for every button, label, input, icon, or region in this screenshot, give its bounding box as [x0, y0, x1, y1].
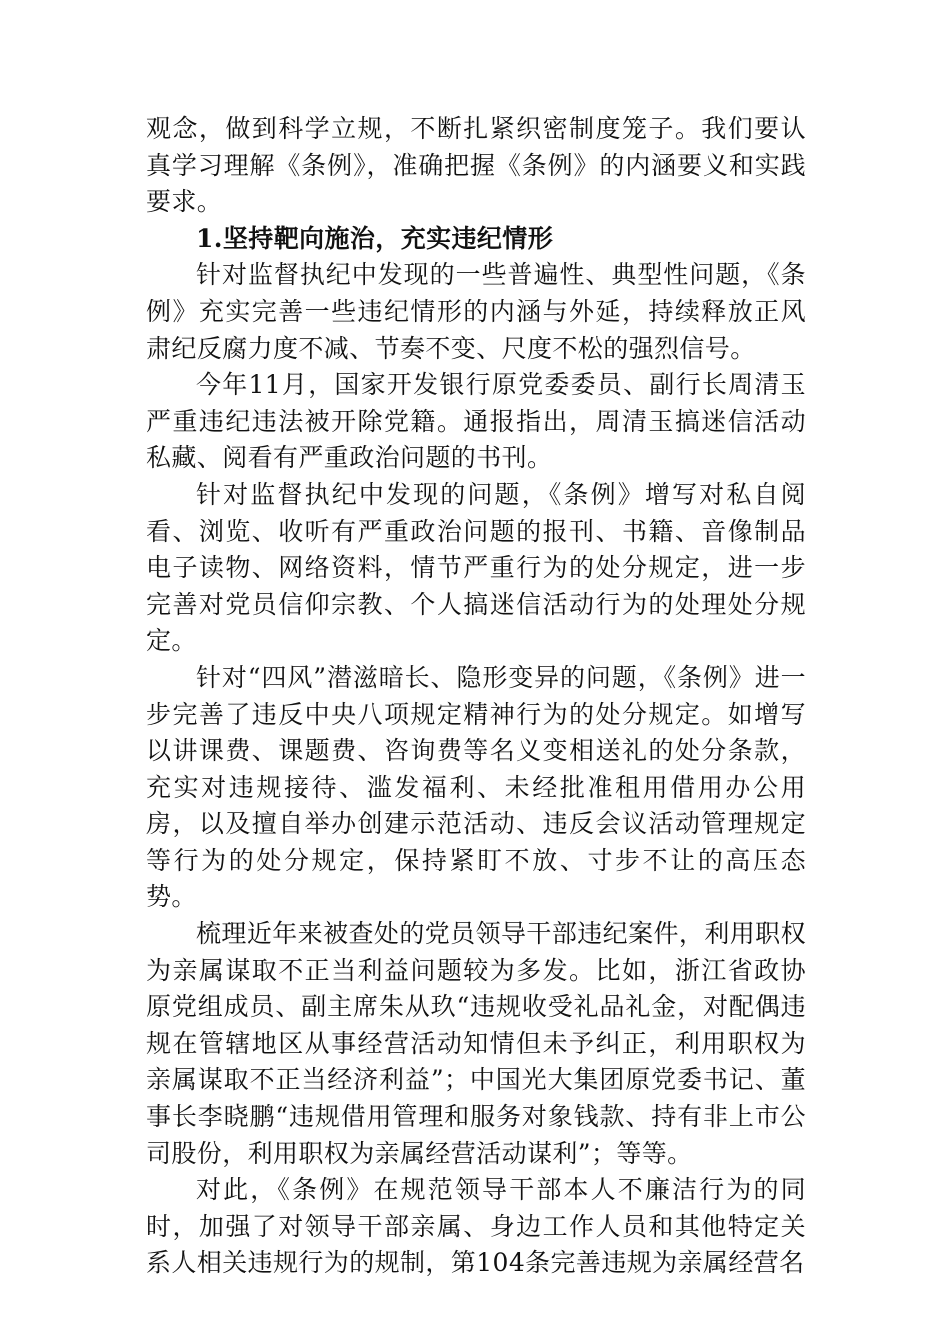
- paragraph-5: 针对“四风”潜滋暗长、隐形变异的问题，《条例》进一步完善了违反中央八项规定精神行为的处分规定。如增写以讲课费、课题费、咨询费等名义变相送礼的处分条款，充实对违规接待、滥发福利、未经批准租用借用办公用房，以及擅自举办创建示范活动、违反会议活动管理规定等行为的处分规定，保持紧盯不放、寸步不让的高压态势。: [146, 662, 806, 912]
- paragraph-4: 针对监督执纪中发现的问题，《条例》增写对私自阅看、浏览、收听有严重政治问题的报刊、书籍、音像制品电子读物、网络资料，情节严重行为的处分规定，进一步完善对党员信仰宗教、个人搞迷信活动行为的处理处分规定。: [146, 479, 806, 656]
- paragraph-7: 对此，《条例》在规范领导干部本人不廉洁行为的同时，加强了对领导干部亲属、身边工作人员和其他特定关系人相关违规行为的规制，第104条完善违规为亲属经营名: [146, 1175, 806, 1278]
- section-heading: 1.坚持靶向施治，充实违纪情形: [196, 223, 554, 253]
- paragraph-3: 今年11月，国家开发银行原党委委员、副行长周清玉严重违纪违法被开除党籍。通报指出，周清玉搞迷信活动私藏、阅看有严重政治问题的书刊。: [146, 370, 806, 473]
- paragraph-2: 针对监督执纪中发现的一些普遍性、典型性问题，《条例》充实完善一些违纪情形的内涵与外延，持续释放正风肃纪反腐力度不减、节奏不变、尺度不松的强烈信号。: [146, 260, 806, 363]
- paragraph-1: 观念，做到科学立规，不断扎紧织密制度笼子。我们要认真学习理解《条例》，准确把握《条例》的内涵要义和实践要求。: [146, 114, 806, 217]
- document-body: [146, 111, 806, 1282]
- paragraph-6: 梳理近年来被查处的党员领导干部违纪案件，利用职权为亲属谋取不正当利益问题较为多发。比如，浙江省政协原党组成员、副主席朱从玖“违规收受礼品礼金，对配偶违规在管辖地区从事经营活动知情但未予纠正，利用职权为亲属谋取不正当经济利益”；中国光大集团原党委书记、董事长李晓鹏“违规借用管理和服务对象钱款、持有非上市公司股份，利用职权为亲属经营活动谋利”；等等。: [146, 919, 806, 1168]
